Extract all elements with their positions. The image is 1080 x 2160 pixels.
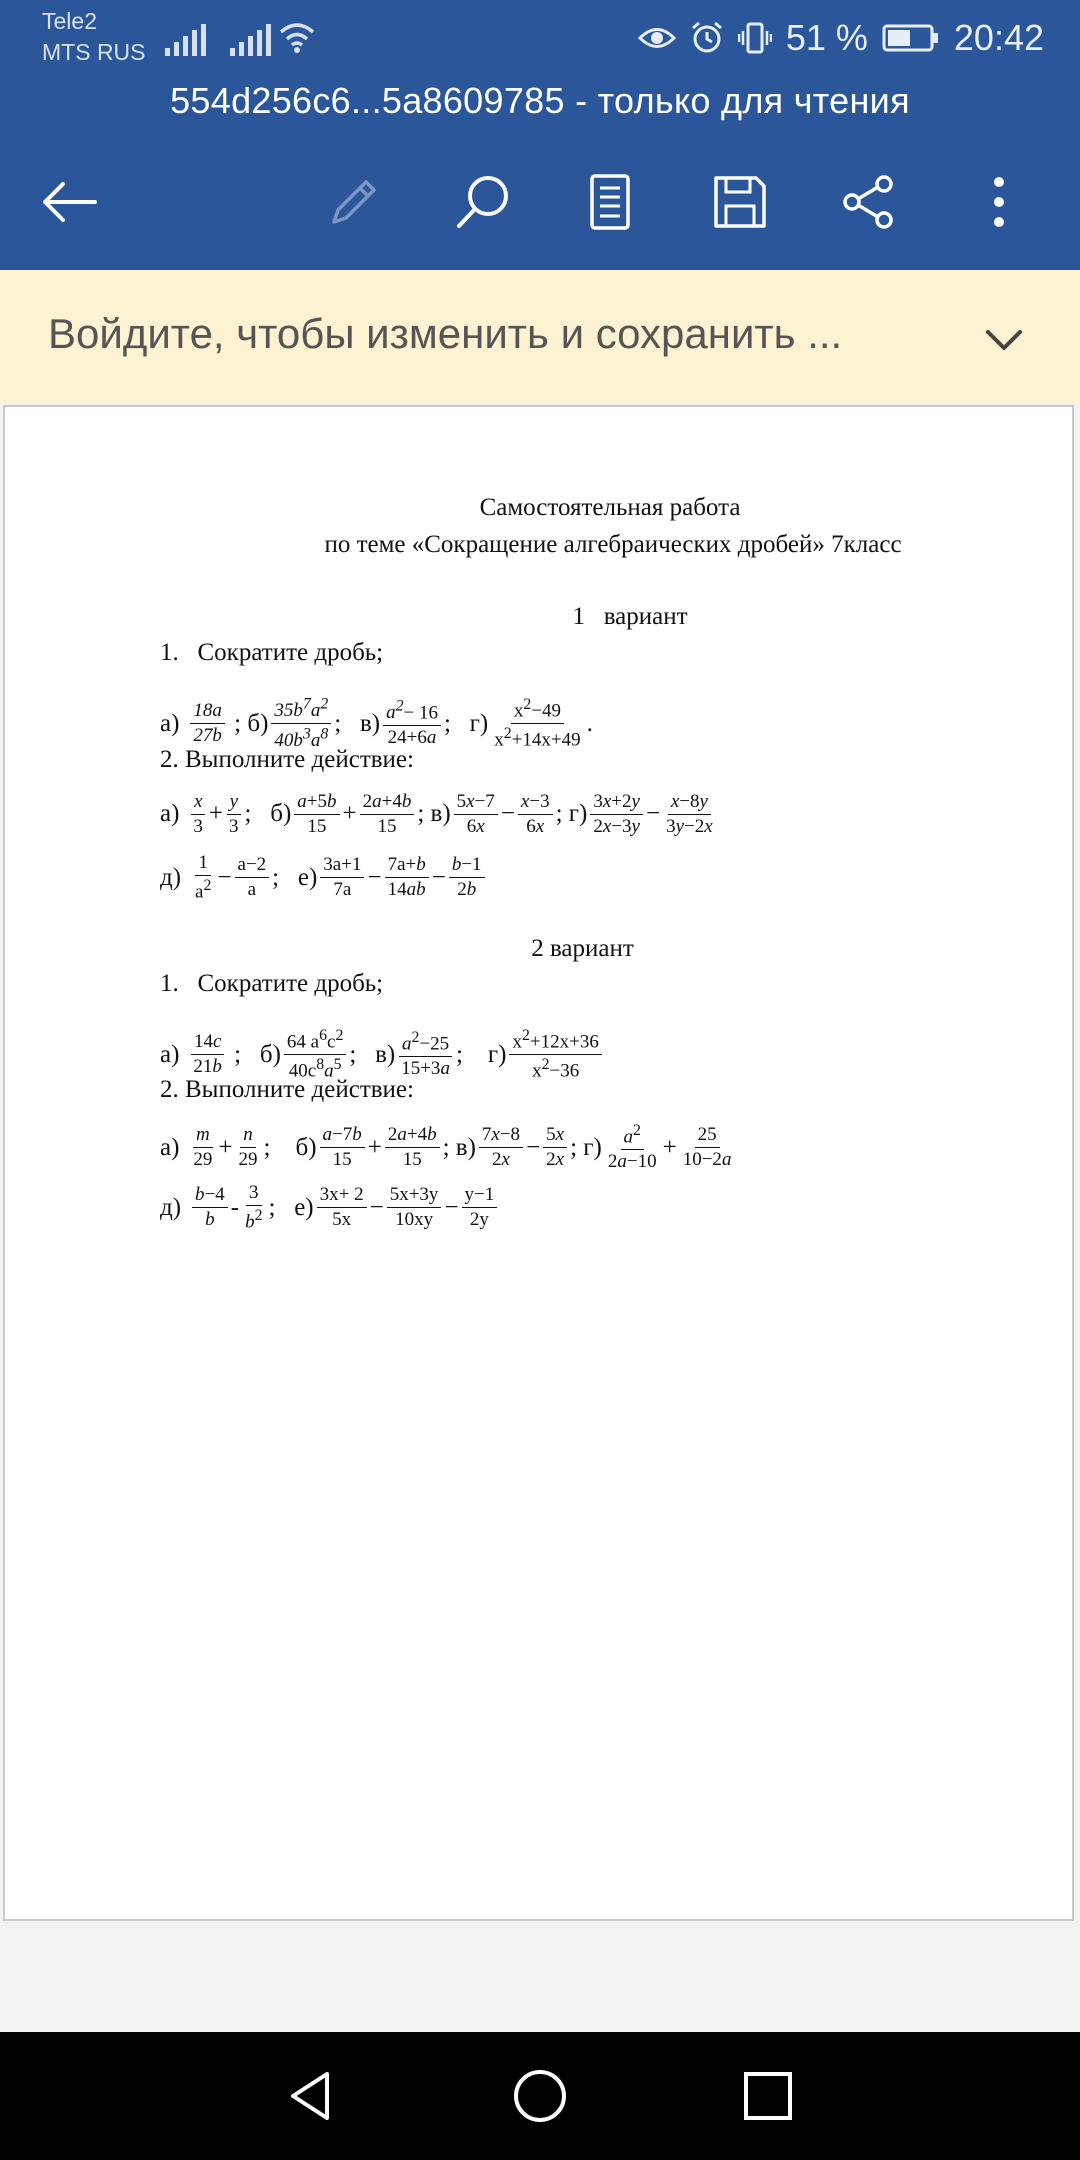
v1-task-1: 1. Сократите дробь; [160, 639, 384, 666]
reading-view-icon[interactable] [578, 170, 642, 234]
signal-icon [165, 18, 206, 56]
pencil-icon[interactable] [322, 170, 386, 234]
app-bar [0, 0, 1080, 270]
v2-task-1-expressions: а) $\frac{14c}{21b}$ ; б) $\frac{64 a^6c^2}{40c^8a^5}$ ; в) $\frac{a^2-25}{15+3a}$ ; г) $\frac{x^2+12x+36}{x^2-36}$ [160, 1028, 605, 1082]
alarm-icon [690, 21, 724, 55]
signin-banner[interactable] [0, 270, 1080, 404]
status-right [638, 14, 1044, 62]
vibrate-icon [738, 21, 772, 55]
signin-banner-text: Войдите, чтобы изменить и сохранить ... [48, 310, 843, 357]
wifi-icon [277, 20, 317, 58]
carrier-2: MTS RUS [42, 39, 146, 65]
document-content [5, 407, 1076, 1923]
document-page[interactable] [3, 405, 1074, 1921]
back-triangle-icon[interactable] [278, 2064, 342, 2128]
battery-icon [882, 23, 940, 53]
variant-1-heading: 1 вариант [572, 603, 688, 630]
document-title: 554d256c6...5a8609785 - только для чтения [170, 80, 910, 121]
document-subtitle: по теме «Сокращение алгебраических дробей» 7класс [324, 531, 902, 558]
battery-percent: 51 % [785, 17, 868, 58]
home-circle-icon[interactable] [508, 2064, 572, 2128]
back-arrow-icon[interactable] [37, 170, 101, 234]
recents-square-icon[interactable] [736, 2064, 800, 2128]
v1-task-1-expressions: а) $\frac{18a}{27b}$ ; б) $\frac{35b^7a^2}{40b^3a^8}$ ; в) $\frac{a^2- 16}{24+6a}$ ; г) $\frac{x^2-49}{x^2+14x+49}$ . [160, 696, 593, 751]
share-icon[interactable] [836, 170, 900, 234]
variant-2-heading: 2 вариант [531, 935, 634, 962]
v2-task-2-expressions-line-1: а) $\frac{m}{29}$ + $\frac{n}{29}$ ; б) $\frac{a-7b}{15}$ + $\frac{2a+4b}{15}$ ; в) $\frac{7x-8}{2x}$ − $\frac{5x}{2x}$ ; г) $\frac{a^2}{2a-10}$ + $\frac{25}{10-2a}$ [160, 1122, 732, 1173]
v2-task-2: 2. Выполните действие: [160, 1076, 414, 1103]
v2-task-2-expressions-line-2: д) $\frac{b-4}{b}$ - $\frac{3}{b^2}$ ; е) $\frac{3x+ 2}{5x}$ − $\frac{5x+3y}{10xy}$ − $\frac{y-1}{2y}$ [160, 1183, 500, 1232]
carrier-1: Tele2 [42, 8, 97, 34]
toolbar [0, 150, 1080, 250]
v1-task-2-expressions-line-2: д) $\frac{1}{a^2}$ − $\frac{a-2}{a}$ ; е) $\frac{3a+1}{7a}$ − $\frac{7a+b}{14ab}$ − $\frac{b-1}{2b}$ [160, 853, 488, 902]
v1-task-2-expressions-line-1: а) $\frac{x}{3}$ + $\frac{y}{3}$ ; б) $\frac{a+5b}{15}$ + $\frac{2a+4b}{15}$ ; в) $\frac{5x-7}{6x}$ − $\frac{x-3}{6x}$ ; г) $\frac{3x+2y}{2x-3y}$ − $\frac{x-8y}{3y-2x}$ [160, 791, 713, 837]
system-nav-bar [0, 2032, 1080, 2160]
status-bar [0, 0, 1080, 72]
carrier-info [42, 6, 146, 68]
search-icon[interactable] [451, 170, 515, 234]
v1-task-2: 2. Выполните действие: [160, 746, 414, 773]
v2-task-1: 1. Сократите дробь; [160, 970, 384, 997]
more-icon[interactable] [967, 170, 1031, 234]
document-title-heading: Самостоятельная работа [479, 494, 741, 521]
save-icon[interactable] [708, 170, 772, 234]
clock: 20:42 [953, 17, 1044, 58]
chevron-down-icon[interactable] [976, 312, 1032, 368]
signal-icon [230, 18, 271, 56]
eye-icon [638, 25, 676, 51]
